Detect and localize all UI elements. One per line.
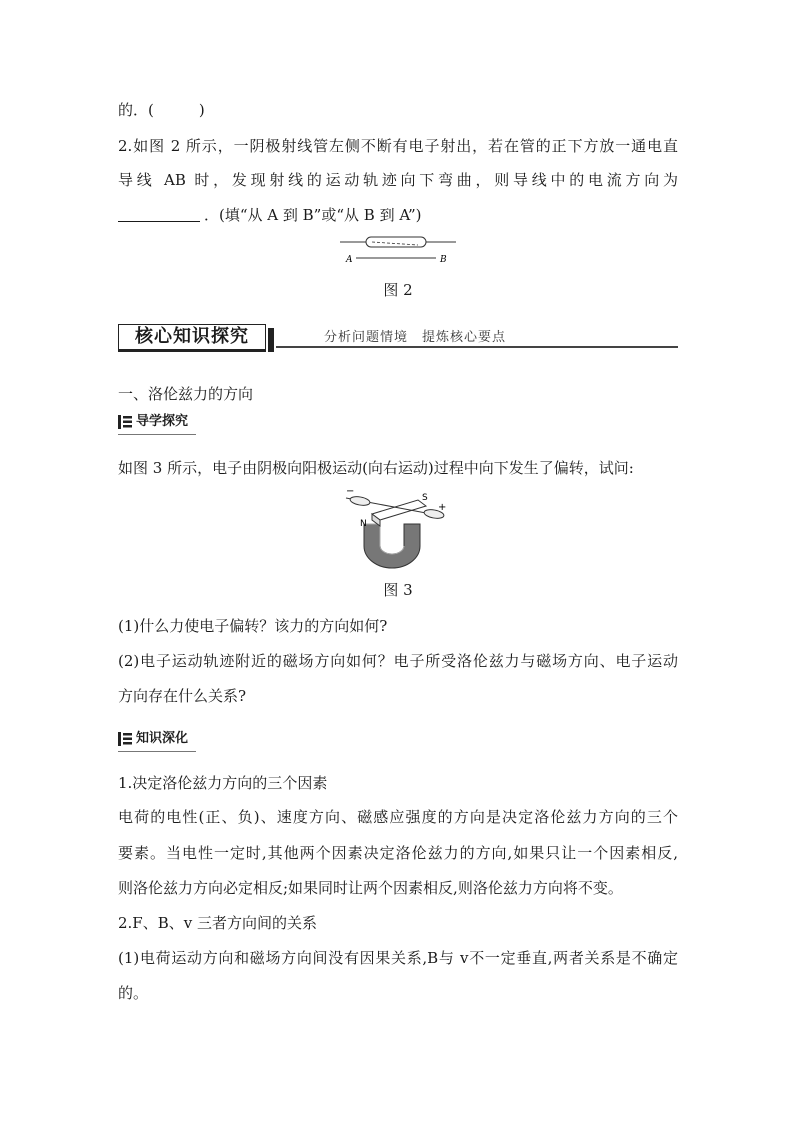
text-line-continuation: 的．( ) bbox=[118, 101, 205, 119]
tag-deepen bbox=[118, 729, 196, 749]
tag-guide bbox=[118, 412, 196, 432]
banner-title: 核心知识探究 bbox=[118, 324, 266, 352]
guide-question-2-line-2: 方向存在什么关系? bbox=[118, 687, 247, 705]
knowledge-point-1-line-1: 电荷的电性(正、负)、速度方向、磁感应强度的方向是决定洛伦兹力方向的三个 bbox=[118, 808, 678, 826]
fig2-label-a: A bbox=[346, 255, 353, 264]
list-icon bbox=[118, 732, 132, 746]
tag-rule bbox=[118, 751, 196, 752]
answer-blank[interactable] bbox=[118, 207, 200, 222]
knowledge-point-2-line-2: 的。 bbox=[118, 984, 149, 1002]
question-2-line-3 bbox=[118, 205, 678, 225]
knowledge-point-2-heading: 2.F、B、v 三者方向间的关系 bbox=[118, 914, 317, 932]
fig3-label-s: S bbox=[422, 493, 428, 503]
question-2-line-1: 2.如图 2 所示，一阴极射线管左侧不断有电子射出，若在管的正下方放一通电直 bbox=[118, 137, 678, 155]
figure-3-caption: 图 3 bbox=[383, 581, 413, 599]
fig3-label-n: N bbox=[360, 519, 367, 529]
fig3-label-minus: − bbox=[346, 486, 355, 497]
tag-guide-label: 导学探究 bbox=[136, 414, 189, 429]
tag-deepen-label: 知识深化 bbox=[136, 731, 189, 746]
knowledge-point-1-line-3: 则洛伦兹力方向必定相反;如果同时让两个因素相反,则洛伦兹力方向将不变。 bbox=[118, 879, 623, 897]
list-icon bbox=[118, 415, 132, 429]
question-2-line-2: 导线 AB 时，发现射线的运动轨迹向下弯曲，则导线中的电流方向为 bbox=[118, 171, 678, 189]
banner-subtitle: 分析问题情境 提炼核心要点 bbox=[324, 330, 507, 345]
section-banner bbox=[118, 324, 678, 354]
question-2-hint: ．(填“从 A 到 B”或“从 B 到 A”) bbox=[204, 206, 422, 224]
figure-2-cathode-tube bbox=[336, 232, 460, 264]
banner-rule bbox=[276, 346, 678, 348]
fig3-label-plus: + bbox=[438, 502, 447, 513]
fig2-label-b: B bbox=[440, 255, 447, 264]
section-heading-1: 一、洛伦兹力的方向 bbox=[118, 385, 254, 403]
banner-bar bbox=[268, 328, 274, 352]
tag-rule bbox=[118, 434, 196, 435]
figure-3-magnet-tube bbox=[342, 486, 454, 572]
knowledge-point-1-heading: 1.决定洛伦兹力方向的三个因素 bbox=[118, 774, 328, 792]
knowledge-point-1-line-2: 要素。当电性一定时,其他两个因素决定洛伦兹力的方向,如果只让一个因素相反, bbox=[118, 844, 678, 862]
knowledge-point-2-line-1: (1)电荷运动方向和磁场方向间没有因果关系,B与 v不一定垂直,两者关系是不确定 bbox=[118, 949, 678, 967]
guide-question-1: (1)什么力使电子偏转？该力的方向如何? bbox=[118, 617, 388, 635]
guide-intro: 如图 3 所示，电子由阴极向阳极运动(向右运动)过程中向下发生了偏转，试问: bbox=[118, 459, 634, 477]
guide-question-2-line-1: (2)电子运动轨迹附近的磁场方向如何？电子所受洛伦兹力与磁场方向、电子运动 bbox=[118, 652, 678, 670]
figure-2-caption: 图 2 bbox=[383, 281, 413, 299]
